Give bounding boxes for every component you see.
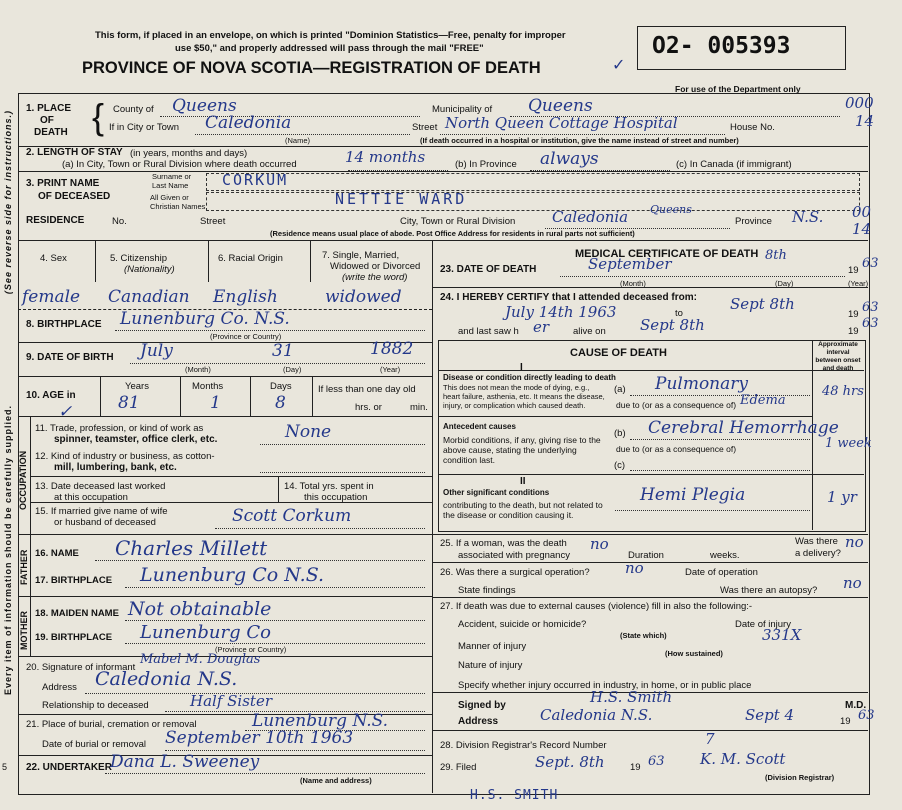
mother-birthplace-label: 19. BIRTHPLACE: [35, 632, 113, 643]
form-title: PROVINCE OF NOVA SCOTIA—REGISTRATION OF DEATH: [82, 59, 541, 77]
bottom-stamp: H.S. SMITH: [470, 788, 559, 803]
informant-address: Caledonia N.S.: [95, 668, 238, 690]
industry-label-2: mill, lumbering, bank, etc.: [54, 462, 177, 473]
filed-label: 29. Filed: [440, 762, 477, 773]
trade-label: 11. Trade, profession, or kind of work as: [35, 423, 204, 434]
age-days-label: Days: [270, 381, 292, 392]
informant-signature: Mabel M. Douglas: [140, 652, 261, 667]
citizenship-value: Canadian: [108, 287, 190, 307]
spouse-value: Scott Corkum: [232, 506, 352, 526]
death-date-label: 23. DATE OF DEATH: [440, 264, 537, 275]
marital-sub: (write the word): [342, 272, 408, 283]
marital-label-2: Widowed or Divorced: [330, 261, 421, 272]
spouse-label: 15. If married give name of wife: [35, 506, 168, 517]
residence-province: N.S.: [792, 208, 824, 226]
racial-label: 6. Racial Origin: [218, 253, 283, 264]
autopsy-value: no: [843, 574, 862, 592]
total-years-label: 14. Total yrs. spent in: [284, 481, 374, 492]
part-i-label: I: [520, 362, 523, 373]
disease-label: Disease or condition directly leading to death: [443, 373, 616, 382]
residence-county: Queens: [650, 203, 692, 216]
state-findings-label: State findings: [458, 585, 516, 596]
dept-code-14: 14: [852, 220, 872, 238]
father-name: Charles Millett: [115, 536, 268, 560]
age-days: 8: [275, 393, 286, 413]
address-label: Address: [458, 716, 499, 727]
date-op-label: Date of operation: [685, 567, 758, 578]
last-saw-date: Sept 8th: [640, 316, 705, 334]
residence-province-label: Province: [735, 216, 772, 227]
autopsy-label: Was there an autopsy?: [720, 585, 818, 596]
street-label: Street: [412, 122, 438, 133]
part-ii-label: II: [520, 476, 526, 487]
hrs-label: hrs. or: [355, 402, 382, 413]
death-year-caption: (Year): [848, 279, 869, 288]
certify-label: 24. I HEREBY CERTIFY that I attended deceased from:: [440, 292, 697, 303]
trade-value: None: [285, 422, 332, 442]
attend-to: Sept 8th: [730, 295, 795, 313]
relationship-value: Half Sister: [190, 692, 272, 710]
undertaker-label: 22. UNDERTAKER: [26, 762, 112, 773]
notice-line-1: This form, if placed in an envelope, on which is printed "Dominion Statistics—Free, penalty for improper: [95, 30, 566, 41]
residence-rural-label: City, Town or Rural Division: [400, 216, 516, 227]
marital-value: widowed: [325, 287, 402, 307]
municipality-value: Queens: [528, 96, 593, 116]
undertaker-value: Dana L. Sweeney: [110, 752, 260, 772]
filed-nineteen: 19: [630, 762, 641, 773]
death-day: 8th: [765, 248, 787, 263]
dob-month-caption: (Month): [185, 365, 211, 374]
mother-birthplace-caption: (Province or Country): [215, 645, 287, 654]
pregnancy-value: no: [590, 535, 609, 553]
stay-a-label: (a) In City, Town or Rural Division where death occurred: [62, 159, 297, 170]
city-value: Caledonia: [205, 113, 292, 133]
given-label-2: Christian Names: [150, 202, 206, 211]
delivery-label-2: a delivery?: [795, 548, 841, 559]
residence-label: RESIDENCE: [26, 215, 85, 226]
other-label: Other significant conditions: [443, 488, 550, 497]
filed-year: 63: [648, 754, 665, 769]
age-years: 81: [118, 393, 140, 413]
mark-c: (c): [614, 460, 626, 471]
birthplace-value: Lunenburg Co. N.S.: [120, 309, 290, 329]
death-month: September: [588, 255, 672, 273]
print-name-label: 3. PRINT NAME: [26, 178, 100, 189]
age-months-label: Months: [192, 381, 224, 392]
how-sustained: (How sustained): [665, 649, 723, 658]
right-side-note: (See reverse side for instructions.): [3, 110, 13, 295]
house-code: 14: [855, 112, 875, 130]
burial-date: September 10th 1963: [165, 728, 354, 748]
death-nineteen: 19: [848, 265, 859, 276]
mother-maiden: Not obtainable: [128, 598, 272, 620]
city-label: If in City or Town: [109, 122, 180, 133]
informant-address-label: Address: [42, 682, 77, 693]
cause-ii-interval: 1 yr: [827, 488, 857, 506]
father-birthplace: Lunenburg Co N.S.: [140, 564, 325, 586]
informant-label: 20. Signature of informant: [26, 662, 136, 673]
residence-city: Caledonia: [552, 208, 629, 226]
county-label: County of: [113, 104, 154, 115]
address-value: Caledonia N.S.: [540, 706, 653, 724]
attend-nineteen: 19: [848, 309, 859, 320]
residence-no-label: No.: [112, 216, 127, 227]
pregnancy-label-2: associated with pregnancy: [458, 550, 570, 561]
due-to-2: due to (or as a consequence of): [616, 444, 737, 454]
house-label: House No.: [730, 122, 775, 133]
given-label: All Given or: [150, 193, 189, 202]
delivery-value: no: [845, 533, 864, 551]
place-label: 1. PLACE: [26, 103, 72, 114]
mark-b: (b): [614, 428, 626, 439]
signed-by-label: Signed by: [458, 700, 506, 711]
record-number: 7: [705, 730, 715, 748]
given-value: NETTIE WARD: [335, 190, 468, 208]
last-saw-label: and last saw h: [458, 326, 519, 337]
cause-title: CAUSE OF DEATH: [570, 347, 667, 359]
burial-place-label: 21. Place of burial, cremation or removal: [26, 719, 197, 730]
record-number-label: 28. Division Registrar's Record Number: [440, 740, 607, 751]
trade-label-2: spinner, teamster, office clerk, etc.: [54, 434, 218, 445]
municipality-label: Municipality of: [432, 104, 493, 115]
left-side-note: Every item of information should be carefully supplied.: [3, 405, 13, 696]
surgical-value: no: [625, 559, 644, 577]
checkmark: ✓: [612, 57, 626, 74]
dob-year: 1882: [370, 339, 414, 359]
age-months: 1: [210, 393, 221, 413]
address-date: Sept 4: [745, 706, 795, 724]
to-label: to: [675, 308, 683, 319]
accident-label: Accident, suicide or homicide?: [458, 619, 587, 630]
cause-ii: Hemi Plegia: [640, 485, 746, 505]
age-label: 10. AGE in: [26, 390, 76, 401]
stay-b-label: (b) In Province: [455, 159, 517, 170]
dob-day-caption: (Day): [283, 365, 302, 374]
surname-label-2: Last Name: [152, 181, 189, 190]
disease-note: This does not mean the mode of dying, e.g., heart failure, asthenia, etc. It means the disease, injury, or complication which caused death.: [443, 383, 605, 410]
cause-a: Pulmonary: [655, 374, 748, 394]
nature-label: Nature of injury: [458, 660, 523, 671]
city-name-caption: (Name): [285, 136, 311, 145]
given-box: [206, 192, 860, 211]
relationship-label: Relationship to deceased: [42, 700, 149, 711]
stay-b-value: always: [540, 149, 599, 169]
cause-b: Cerebral Hemorrhage: [648, 418, 839, 438]
county-value: Queens: [172, 96, 237, 116]
street-value: North Queen Cottage Hospital: [445, 114, 678, 132]
last-worked-label-2: at this occupation: [54, 492, 128, 503]
citizenship-label: 5. Citizenship: [110, 253, 168, 264]
death-year: 63: [862, 256, 879, 271]
residence-street-label: Street: [200, 216, 226, 227]
cause-a2: Edema: [740, 393, 786, 408]
dob-year-caption: (Year): [380, 365, 401, 374]
dept-code-000: 000: [845, 94, 874, 112]
page-mark: 5: [2, 762, 8, 772]
brace: {: [92, 96, 105, 137]
mother-side-label: MOTHER: [19, 611, 29, 650]
cause-b-interval: 1 week: [825, 436, 872, 451]
surname-value: CORKUM: [222, 171, 289, 189]
length-of-stay-sub: (in years, months and days): [130, 148, 248, 159]
dob-label: 9. DATE OF BIRTH: [26, 352, 114, 363]
father-name-label: 16. NAME: [35, 548, 79, 559]
burial-date-label: Date of burial or removal: [42, 739, 147, 750]
external-label: 27. If death was due to external causes (violence) fill in also the following:-: [440, 601, 753, 612]
weeks-label: weeks.: [710, 550, 740, 561]
surname-label: Surname or: [152, 172, 192, 181]
last-saw-her: er: [533, 318, 550, 336]
state-which: (State which): [620, 631, 667, 640]
death-day-caption: (Day): [775, 279, 794, 288]
attend-from: July 14th 1963: [505, 303, 617, 321]
duration-label: Duration: [628, 550, 664, 561]
undertaker-caption: (Name and address): [300, 776, 372, 785]
address-year: 63: [858, 708, 875, 723]
specify-label: Specify whether injury occurred in industry, in home, or in public place: [458, 680, 752, 691]
last-saw-year: 63: [862, 316, 879, 331]
dob-day: 31: [272, 341, 294, 361]
occupation-side-label: OCCUPATION: [18, 450, 28, 510]
father-side-label: FATHER: [19, 549, 29, 585]
alive-on-label: alive on: [573, 326, 606, 337]
stay-c-label: (c) In Canada (if immigrant): [676, 159, 792, 170]
mother-maiden-label: 18. MAIDEN NAME: [35, 608, 119, 619]
address-nineteen: 19: [840, 716, 851, 727]
spouse-label-2: or husband of deceased: [54, 517, 156, 528]
dept-code-00: 00: [852, 203, 872, 221]
sex-value: female: [22, 287, 81, 307]
registrar-caption: (Division Registrar): [765, 773, 835, 782]
date-injury-label: Date of injury: [735, 619, 791, 630]
antecedent-note: Morbid conditions, if any, giving rise to the above cause, stating the underlying condition last.: [443, 435, 601, 465]
md-label: M.D.: [845, 700, 867, 711]
mother-birthplace: Lunenburg Co: [140, 622, 271, 643]
racial-value: English: [213, 287, 278, 307]
filed-date: Sept. 8th: [535, 753, 605, 771]
last-worked-label: 13. Date deceased last worked: [35, 481, 166, 492]
attend-year: 63: [862, 300, 879, 315]
dept-use-note: For use of the Department only: [675, 84, 801, 94]
notice-line-2: use $50," and properly addressed will pass through the mail "FREE": [175, 43, 484, 54]
length-of-stay-label: 2. LENGTH OF STAY: [26, 147, 123, 158]
delivery-label: Was there: [795, 536, 838, 547]
surname-box: [206, 173, 860, 191]
hospital-note: (If death occurred in a hospital or institution, give the name instead of street and number): [420, 136, 739, 145]
last-saw-nineteen: 19: [848, 326, 859, 337]
surgical-label: 26. Was there a surgical operation?: [440, 567, 590, 578]
signed-value: H.S. Smith: [590, 688, 673, 706]
sex-label: 4. Sex: [40, 253, 67, 264]
min-label: min.: [410, 402, 428, 413]
mark-a: (a): [614, 384, 626, 395]
dob-month: July: [140, 341, 173, 361]
less-than-day: If less than one day old: [318, 384, 416, 395]
medical-title: MEDICAL CERTIFICATE OF DEATH: [575, 248, 759, 260]
registration-number: O2- 005393: [652, 33, 791, 59]
birthplace-label: 8. BIRTHPLACE: [26, 319, 102, 330]
due-to-1: due to (or as a consequence of): [616, 400, 737, 410]
marital-label: 7. Single, Married,: [322, 250, 400, 261]
place-label-of: OF: [40, 115, 54, 126]
death-month-caption: (Month): [620, 279, 646, 288]
interval-header: Approximate interval between onset and death: [815, 341, 861, 372]
age-checkmark: ✓: [58, 402, 73, 422]
industry-label: 12. Kind of industry or business, as cotton-: [35, 451, 215, 462]
place-label-death: DEATH: [34, 127, 68, 138]
residence-note: (Residence means usual place of abode. Post Office Address for residents in rural parts not sufficient): [270, 229, 635, 238]
birthplace-caption: (Province or Country): [210, 332, 282, 341]
cause-a-interval: 48 hrs: [822, 384, 864, 399]
age-years-label: Years: [125, 381, 149, 392]
antecedent-label: Antecedent causes: [443, 422, 516, 431]
manner-label: Manner of injury: [458, 641, 527, 652]
other-note: contributing to the death, but not related to the disease or condition causing it.: [443, 500, 603, 520]
total-years-label-2: this occupation: [304, 492, 368, 503]
burial-place: Lunenburg N.S.: [252, 711, 389, 731]
of-deceased-label: OF DECEASED: [38, 191, 111, 202]
code-331: 331X: [762, 626, 802, 644]
pregnancy-label: 25. If a woman, was the death: [440, 538, 567, 549]
father-birthplace-label: 17. BIRTHPLACE: [35, 575, 113, 586]
registrar-signature: K. M. Scott: [700, 750, 786, 768]
citizenship-sub: (Nationality): [124, 264, 175, 275]
stay-a-value: 14 months: [345, 148, 426, 166]
